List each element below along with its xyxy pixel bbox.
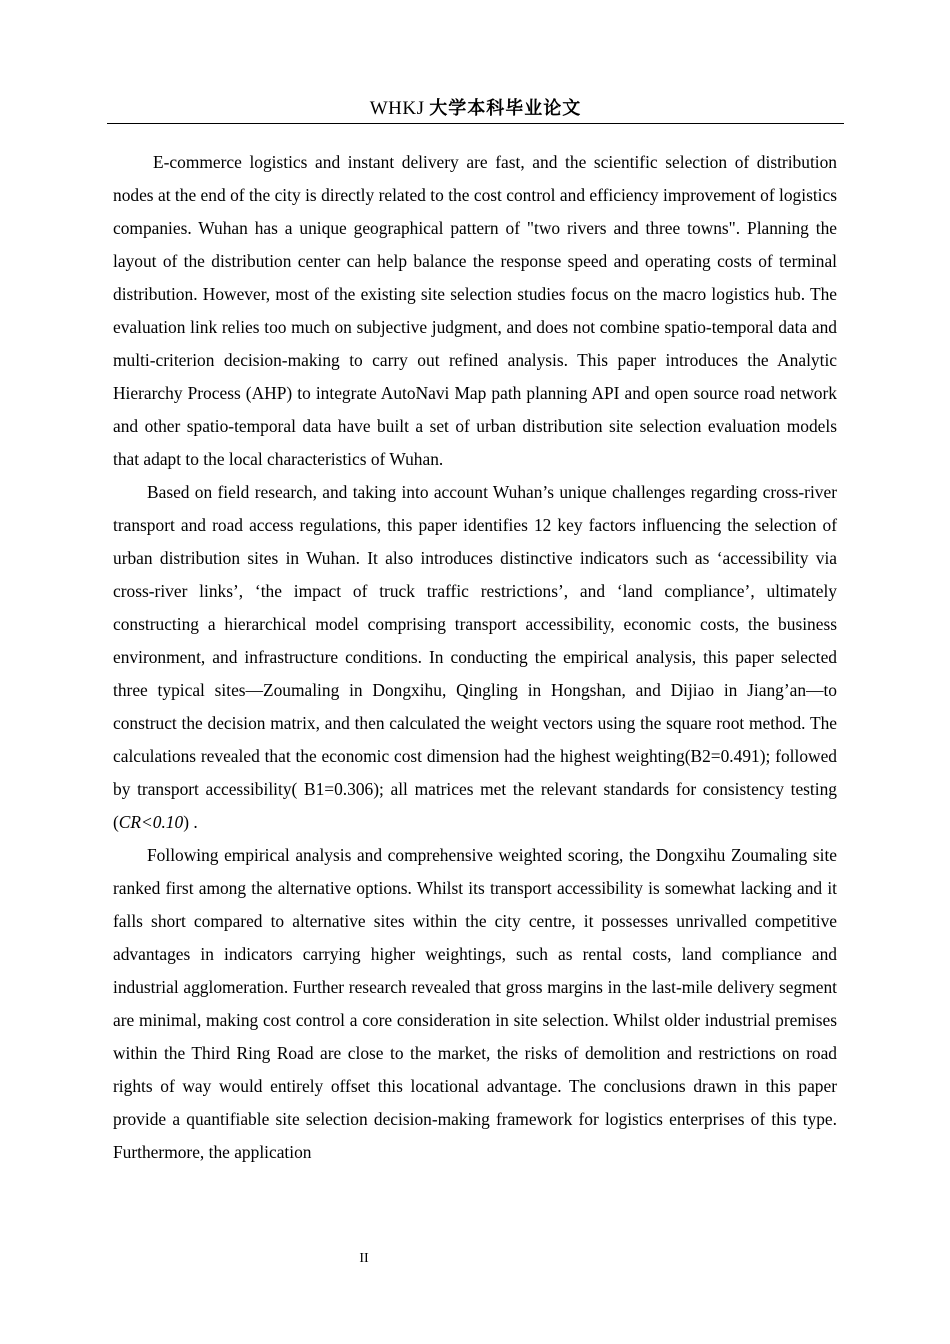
header-thesis-title: 大学本科毕业论文 <box>429 98 582 119</box>
header-divider <box>107 123 844 124</box>
page-number: II <box>359 1251 369 1266</box>
paragraph-1-text: E-commerce logistics and instant delivery are fast, and the scientific selection of distribution nodes at the end of the city is directly related to the cost control and efficiency improvement of logistics companies. Wuhan has a unique geographical pattern of "two rivers and three towns". Planning the layout of the distribution center can help balance the response speed and operating costs of terminal distribution. However, most of the existing site selection studies focus on the macro logistics hub. The evaluation link relies too much on subjective judgment, and does not combine spatio-temporal data and multi-criterion decision-making to carry out refined analysis. This paper introduces the Analytic Hierarchy Process (AHP) to integrate AutoNavi Map path planning API and open source road network and other spatio-temporal data have built a set of urban distribution site selection evaluation models that adapt to the local characteristics of Wuhan. <box>113 152 837 469</box>
paragraph-3-text: Following empirical analysis and comprehensive weighted scoring, the Dongxihu Zoumaling site ranked first among the alternative options. Whilst its transport accessibility is somewhat lacking and it falls short compared to alternative sites within the city centre, it possesses unrivalled competitive advantages in indicators carrying higher weightings, such as rental costs, land compliance and industrial agglomeration. Further research revealed that gross margins in the last-mile delivery segment are minimal, making cost control a core consideration in site selection. Whilst older industrial premises within the Third Ring Road are close to the market, the risks of demolition and restrictions on road rights of way would entirely offset this locational advantage. The conclusions drawn in this paper provide a quantifiable site selection decision-making framework for logistics enterprises of this type. Furthermore, the application <box>113 845 837 1162</box>
paragraph-1 <box>113 146 837 476</box>
paragraph-2-text: Based on field research, and taking into account Wuhan’s unique challenges regarding cross-river transport and road access regulations, this paper identifies 12 key factors influencing the selection of urban distribution sites in Wuhan. It also introduces distinctive indicators such as ‘accessibility via cross-river links’, ‘the impact of truck traffic restrictions’, and ‘land compliance’, ultimately constructing a hierarchical model comprising transport accessibility, economic costs, the business environment, and infrastructure conditions. In conducting the empirical analysis, this paper selected three typical sites—Zoumaling in Dongxihu, Qingling in Hongshan, and Dijiao in Jiang’an—to construct the decision matrix, and then calculated the weight vectors using the square root method. The calculations revealed that the economic cost dimension had the highest weighting(B2=0.491); followed by transport accessibility( B1=0.306); all matrices met the relevant standards for consistency testing ( <box>113 482 837 832</box>
consistency-ratio: CR<0.10 <box>118 812 184 832</box>
page-header <box>107 95 844 123</box>
paragraph-3 <box>113 839 837 1169</box>
header-school-code: WHKJ <box>369 98 425 119</box>
paragraph-2 <box>113 476 837 839</box>
paragraph-2-tail: ) . <box>183 812 198 832</box>
abstract-body <box>113 146 837 1169</box>
